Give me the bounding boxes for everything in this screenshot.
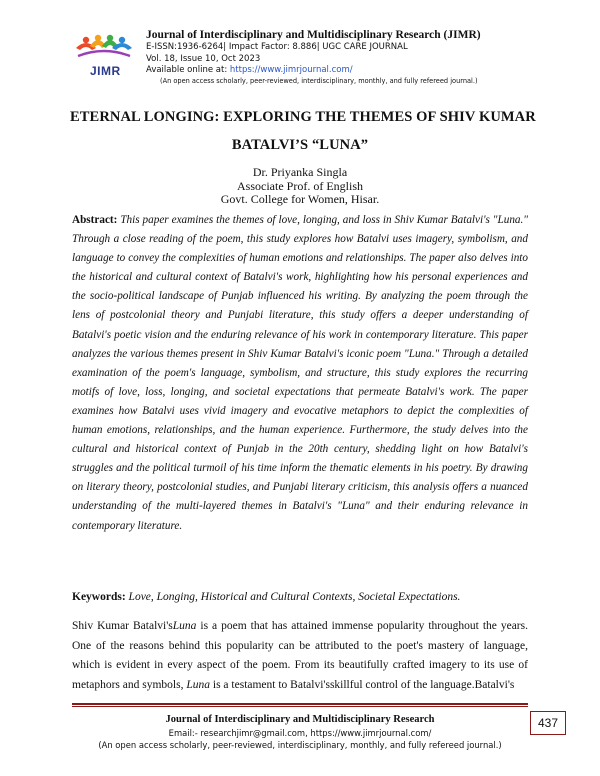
- paper-title-line-1: ETERNAL LONGING: EXPLORING THE THEMES OF SHIV KUMAR: [70, 109, 536, 125]
- availability-line: [146, 65, 546, 77]
- body-text-a: Shiv Kumar Batalvi's: [72, 620, 173, 632]
- body-text-c: is a testament to Batalvi'sskillful control of the language.Batalvi's: [210, 678, 515, 691]
- author-position: Associate Prof. of English: [237, 178, 363, 193]
- footer-access-note: (An open access scholarly, peer-reviewed, interdisciplinary, monthly, and fully refereed journal.): [98, 740, 502, 750]
- author-block: [70, 166, 530, 207]
- body-luna-2: Luna: [186, 678, 211, 691]
- keywords-label: Keywords:: [72, 591, 126, 603]
- journal-url-link[interactable]: https://www.jimrjournal.com/: [229, 65, 353, 75]
- footer-rule: [72, 703, 528, 705]
- journal-title: Journal of Interdisciplinary and Multidisciplinary Research (JIMR): [146, 29, 481, 41]
- keywords-text: Love, Longing, Historical and Cultural Contexts, Societal Expectations.: [125, 591, 461, 603]
- page-number: 437: [530, 711, 566, 735]
- journal-header: [72, 28, 542, 104]
- body-paragraph: [72, 617, 528, 695]
- header-text-block: [146, 28, 546, 86]
- body-luna-1: Luna: [172, 620, 197, 632]
- journal-logo: [72, 34, 136, 90]
- available-label: Available online at:: [146, 65, 230, 75]
- keywords: [72, 590, 528, 605]
- logo-figures-icon: [72, 34, 136, 68]
- body-text-b: is a poem that has attained immense popularity throughout the years. One of the reasons behind this popularity can be attributed to the poet's mastery of language, which is evident in every aspect of the poem. From its beautifully crafted imagery to its use of metaphors and symbols,: [72, 620, 528, 691]
- issn-line: E-ISSN:1936-6264| Impact Factor: 8.886| UGC CARE JOURNAL: [146, 42, 408, 52]
- abstract: [72, 211, 528, 536]
- author-affiliation: Govt. College for Women, Hisar.: [220, 192, 380, 206]
- journal-footer: [72, 713, 528, 751]
- paper-title-line-2: BATALVI’S “LUNA”: [231, 137, 369, 153]
- header-access-note: (An open access scholarly, peer-reviewed, interdisciplinary, monthly, and fully refereed journal.): [160, 76, 478, 85]
- volume-line: Vol. 18, Issue 10, Oct 2023: [146, 53, 261, 64]
- footer-title: Journal of Interdisciplinary and Multidisciplinary Research: [165, 714, 435, 725]
- logo-text: JIMR: [90, 64, 121, 78]
- author-name: Dr. Priyanka Singla: [252, 165, 348, 179]
- footer-email-line: Email:- researchjimr@gmail.com, https://www.jimrjournal.com/: [168, 728, 432, 738]
- abstract-label: Abstract:: [72, 214, 118, 226]
- abstract-text: This paper examines the themes of love, longing, and loss in Shiv Kumar Batalvi's "Luna." Through a close reading of the poem, this study explores how Batalvi uses imagery, symbolism, and language to convey the complexities of human emotions and relationships. The paper also delves into the historical and cultural context of Batalvi's work, highlighting how his personal experiences and the socio-political landscape of Punjab influenced his writing. By analyzing the poem through the lens of postcolonial theory and Punjabi literature, this study offers a deeper understanding of Batalvi's poetic vision and the enduring relevance of his work in contemporary literature. This paper analyzes the various themes present in Shiv Kumar Batalvi's iconic poem "Luna." Through a detailed examination of the poem's language, symbolism, and structure, this study explores the recurring motifs of love, loss, longing, and societal expectations that permeate Batalvi's work. The paper examines how Batalvi uses vivid imagery and evocative metaphors to depict the complexities of human emotions, relationships, and the human experience. Furthermore, the study delves into the cultural and historical context of Punjab in the 20th century, shedding light on how Batalvi's struggles and the political turmoil of his time inform the thematic elements in his poetry. By drawing on literary theory, postcolonial studies, and Punjabi literary criticism, this analysis offers a nuanced understanding of the multi-layered themes in Batalvi's "Luna" and their enduring relevance in contemporary literature.: [72, 214, 528, 532]
- footer-rule-thin: [72, 706, 528, 707]
